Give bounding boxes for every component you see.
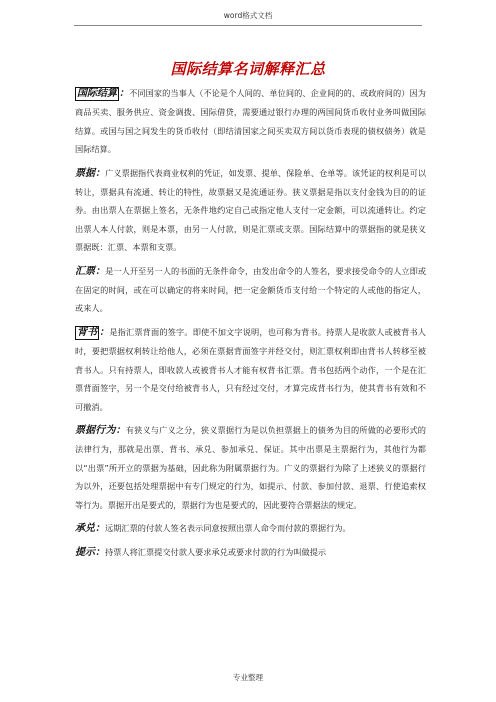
entry-endorsement bbox=[75, 323, 426, 416]
term-label: 票据 bbox=[75, 167, 96, 179]
term-label: 国际结算 bbox=[77, 88, 117, 99]
term-label: 提示 bbox=[75, 547, 95, 559]
term-label: 承兑 bbox=[75, 522, 95, 534]
term-separator: ： bbox=[99, 326, 110, 338]
entry-bill-of-exchange bbox=[75, 262, 426, 318]
term-separator: ： bbox=[95, 522, 105, 534]
entry-presentation bbox=[75, 543, 426, 562]
term-label: 票据行为 bbox=[75, 424, 116, 436]
term-separator: ： bbox=[95, 167, 106, 179]
term-separator: ： bbox=[119, 88, 130, 99]
term-label: 背书 bbox=[77, 326, 97, 338]
page-header: word格式文档 bbox=[74, 9, 422, 26]
entry-bill-act bbox=[75, 421, 426, 514]
document-body bbox=[75, 84, 426, 563]
page-footer: 专业整理 bbox=[233, 673, 263, 682]
document-title: 国际结算名词解释汇总 bbox=[170, 60, 326, 78]
term-separator: ： bbox=[95, 547, 105, 559]
term-definition: 持票人将汇票提交付款人要求承兑或要求付款的行为叫做提示 bbox=[105, 547, 327, 558]
term-label: 汇票 bbox=[75, 265, 96, 277]
term-definition: 远期汇票的付款人签名表示同意按照出票人命令而付款的票据行为。 bbox=[105, 522, 351, 533]
entry-bill bbox=[75, 164, 426, 257]
term-separator: ： bbox=[95, 265, 106, 277]
term-definition: 是指汇票背面的签字。即使不加文字说明，也可称为背书。持票人是收款人或被背书人时，要把票据权利转让给他人，必须在票据背面签字并经交付，则汇票权利即由背书人转移至被背书人。只有持票人，即收款人或被背书人才能有权背书汇票。背书包括两个动作，一个是在汇票背面签字，另一个是交付给被背书人，只有经过交付，才算完成背书行为，使其背书有效和不可撤消。 bbox=[75, 326, 426, 412]
term-definition: 有狭义与广义之分，狭义票据行为是以负担票据上的债务为目的所做的必要形式的法律行为，那就是出票、背书、承兑、参加承兑、保证。其中出票是主票据行为，其他行为都以“出票”所开立的票据为基础，因此称为附属票据行为。广义的票据行为除了上述狭义的票据行为以外，还要包括处理票据中有专门规定的行为，如提示、付款、参加付款、退票、行使追索权等行为。票据开出是要式的，票据行为也是要式的，因此要符合票据法的规定。 bbox=[75, 424, 426, 510]
term-definition: 不同国家的当事人（不论是个人间的、单位间的、企业间的的、或政府间的）因为商品买卖、服务供应、资金调拨、国际借贷，需要通过银行办理的两国间货币收付业务叫做国际结算。或国与国之间发生的货币收付（即结清国家之间买卖双方间以货币表现的债权债务）就是国际结算。 bbox=[75, 88, 426, 155]
entry-acceptance bbox=[75, 519, 426, 538]
entry-international-settlement bbox=[75, 84, 426, 159]
term-separator: ： bbox=[115, 424, 126, 436]
term-definition: 是一人开至另一人的书面的无条件命令，由发出命令的人签名，要求接受命令的人立即或在固定的时间，或在可以确定的将来时间，把一定金额货币支付给一个特定的人或他的指定人，或来人。 bbox=[75, 265, 427, 314]
term-definition: 广义票据指代表商业权利的凭证，如发票、提单、保险单、仓单等。该凭证的权利是可以转让，票据具有流通、转让的特性，故票据又是流通证券。狭义票据是指以支付金钱为目的的证券。由出票人在票据上签名，无条件地约定自己或指定他人支付一定金额，可以流通转让。约定出票人本人付款，则是本票，由另一人付款，则是汇票或支票。国际结算中的票据指的就是狭义票据既：汇票、本票和支票。 bbox=[75, 167, 427, 253]
